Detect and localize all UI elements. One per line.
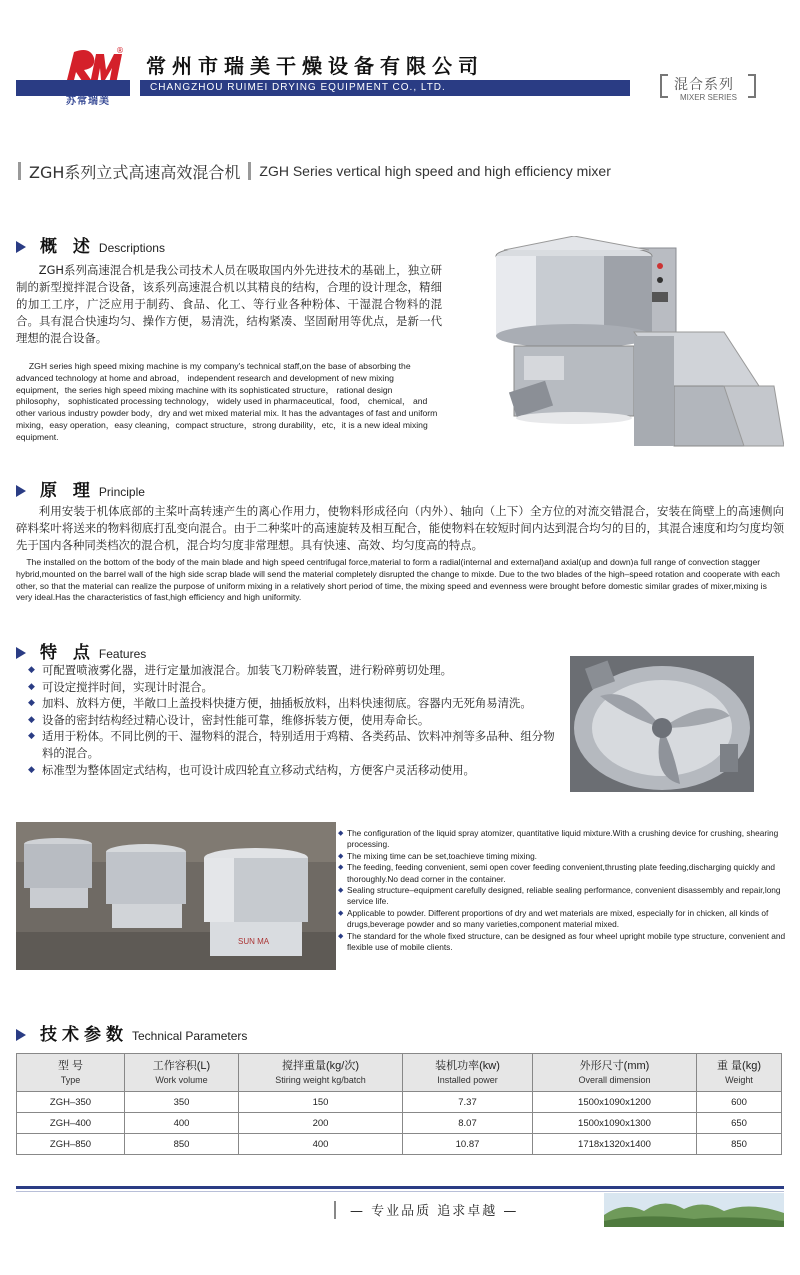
header-band-left (16, 80, 130, 96)
series-cn: 混合系列 (674, 77, 734, 93)
mixer-machine-photo (484, 236, 784, 468)
svg-text:®: ® (116, 46, 124, 55)
list-item: ◆ Applicable to powder. Different proportions of dry and wet materials are mixed, especially for in chicken, all kinds of drugs,beverage powder and so many varieties,component material mixed. (338, 908, 788, 931)
column-header: 型 号 Type (17, 1054, 125, 1092)
footer-slogan: — 专业品质 追求卓越 — (334, 1200, 518, 1219)
page-title (18, 160, 611, 182)
triangle-icon (16, 647, 26, 659)
list-item: ◆ The standard for the whole fixed structure, can be designed as four wheel upright mobile type structure, convenient and flexible use of mobile clients. (338, 931, 788, 954)
title-cn: ZGH系列立式高速高效混合机 (29, 162, 241, 182)
descriptions-text-en: ZGH series high speed mixing machine is my company's technical staff,on the base of absorbing the advanced technology at home and abroad， independent research and development of new mixing equipment，the series high speed mixing machine with its sophisticated structure， rational design philosophy， sophisticated processing technology， widely used in pharmaceutical，food， chemical， and other various industry powder body，dry and wet mixed material mix. It has the advantages of fast and uniform mixing，easy operation，easy cleaning，compact structure，strong durability，etc，it is a new ideal mixing equipment. (16, 361, 438, 442)
list-item: ◆ 适用于粉体。不同比例的干、湿物料的混合，特别适用于鸡精、各类药品、饮料冲剂等多品种、组分物料的混合。 (28, 728, 558, 761)
section-heading-params: 技术参数 Technical Parameters (16, 1020, 247, 1045)
logo-caption: 苏常瑞美 (66, 96, 110, 107)
company-name-en: CHANGZHOU RUIMEI DRYING EQUIPMENT CO., LTD. (140, 80, 630, 96)
page-header (0, 0, 800, 120)
title-en: ZGH Series vertical high speed and high efficiency mixer (259, 163, 611, 179)
footer-divider-thin (16, 1191, 784, 1192)
section-heading-features: 特 点 Features (16, 638, 146, 663)
table-header-row (17, 1054, 782, 1092)
triangle-icon (16, 241, 26, 253)
bracket-left (660, 74, 668, 98)
triangle-icon (16, 485, 26, 497)
column-header: 装机功率(kw) Installed power (403, 1054, 533, 1092)
footer-divider (16, 1186, 784, 1189)
column-header: 重 量(kg) Weight (697, 1054, 782, 1092)
list-item: ◆ 加料、放料方便，半敞口上盖投料快捷方便，抽插板放料，出料快速彻底。容器内无死角易清洗。 (28, 695, 558, 712)
mixers-group-photo (16, 822, 336, 970)
table-row: ZGH–850 850 400 10.87 1718x1320x1400 850 (17, 1134, 782, 1155)
features-list-en (338, 828, 788, 953)
column-header: 外形尺寸(mm) Overall dimension (533, 1054, 697, 1092)
list-item: ◆ 标准型为整体固定式结构，也可设计成四轮直立移动式结构，方便客户灵活移动使用。 (28, 762, 558, 779)
principle-text-cn: 利用安装于机体底部的主桨叶高转速产生的离心作用力，使物料形成径向（内外）、轴向（上下）全方位的对流交错混合，安装在筒壁上的高速侧向碎料桨叶将送来的物料彻底打乱变向混合。由于二种桨叶的高速旋转及相互配合，能使物料在较短时间内达到混合均匀的目的，其混合速度和均匀度均领先于国内各种同类档次的混合机，混合均匀度非常理想。具有快速、高效、均匀度高的特点。 (16, 504, 784, 552)
column-header: 搅拌重量(kg/次) Stiring weight kg/batch (239, 1054, 403, 1092)
list-item: ◆ 设备的密封结构经过精心设计，密封性能可靠，维修拆装方便，使用寿命长。 (28, 712, 558, 729)
table-row: ZGH–350 350 150 7.37 1500x1090x1200 600 (17, 1092, 782, 1113)
list-item: ◆ The feeding, feeding convenient, semi open cover feeding convenient,thrusting plate feeding,discharging quickly and thoroughly.No dead corner in the container. (338, 862, 788, 885)
triangle-icon (16, 1029, 26, 1041)
list-item: ◆ Sealing structure–equipment carefully designed, reliable sealing performance, convenient disassembly and repair,long service life. (338, 885, 788, 908)
column-header: 工作容积(L) Work volume (125, 1054, 239, 1092)
table-row: ZGH–400 400 200 8.07 1500x1090x1300 650 (17, 1113, 782, 1134)
list-item: ◆ The mixing time can be set,toachieve timing mixing. (338, 851, 788, 862)
series-en: MIXER SERIES (680, 93, 737, 102)
series-label (660, 74, 756, 108)
landscape-photo (604, 1193, 784, 1227)
principle-text-en: The installed on the bottom of the body of the main blade and high speed centrifugal force,material to form a radial(internal and external)and axial(up and down)a full range of convection stagger hybrid,mounted on the barrel wall of the high side scrap blade will send the material completely disrupted the change to mixde. Due to the two blades of the high–speed rotation and cooperate with each other, so that the material can realize the purpose of uniform mixing in a relatively short period of time, the mixing speed and evenness were brought before domestic similar grades of mixer,mixing is very ideal.Has the characteristics of fast,high efficiency and high uniformity. (16, 557, 780, 603)
company-name-cn: 常州市瑞美干燥设备有限公司 (146, 54, 484, 78)
bracket-right (748, 74, 756, 98)
list-item: ◆ 可配置喷液雾化器，进行定量加液混合。加装飞刀粉碎装置，进行粉碎剪切处理。 (28, 662, 558, 679)
section-heading-descriptions: 概 述 Descriptions (16, 232, 165, 257)
svg-text:SUN MA: SUN MA (238, 937, 270, 946)
descriptions-text-cn: ZGH系列高速混合机是我公司技术人员在吸取国内外先进技术的基础上，独立研制的新型搅拌混合设备，该系列高速混合机以其精良的结构，合理的设计理念，精细的加工工序，广泛应用于制药、食品、化工、等行业各种粉体、干湿混合物料的混合。具有混合快速均匀、操作方便，易清洗，结构紧凑、坚固耐用等优点，是新一代理想的混合设备。 (16, 263, 442, 345)
mixer-interior-photo (570, 656, 754, 792)
params-table (16, 1053, 782, 1155)
features-list-cn (28, 662, 558, 778)
list-item: ◆ The configuration of the liquid spray atomizer, quantitative liquid mixture.With a crushing device for crushing, shearing processing. (338, 828, 788, 851)
section-heading-principle: 原 理 Principle (16, 476, 145, 501)
list-item: ◆ 可设定搅拌时间，实现计时混合。 (28, 679, 558, 696)
